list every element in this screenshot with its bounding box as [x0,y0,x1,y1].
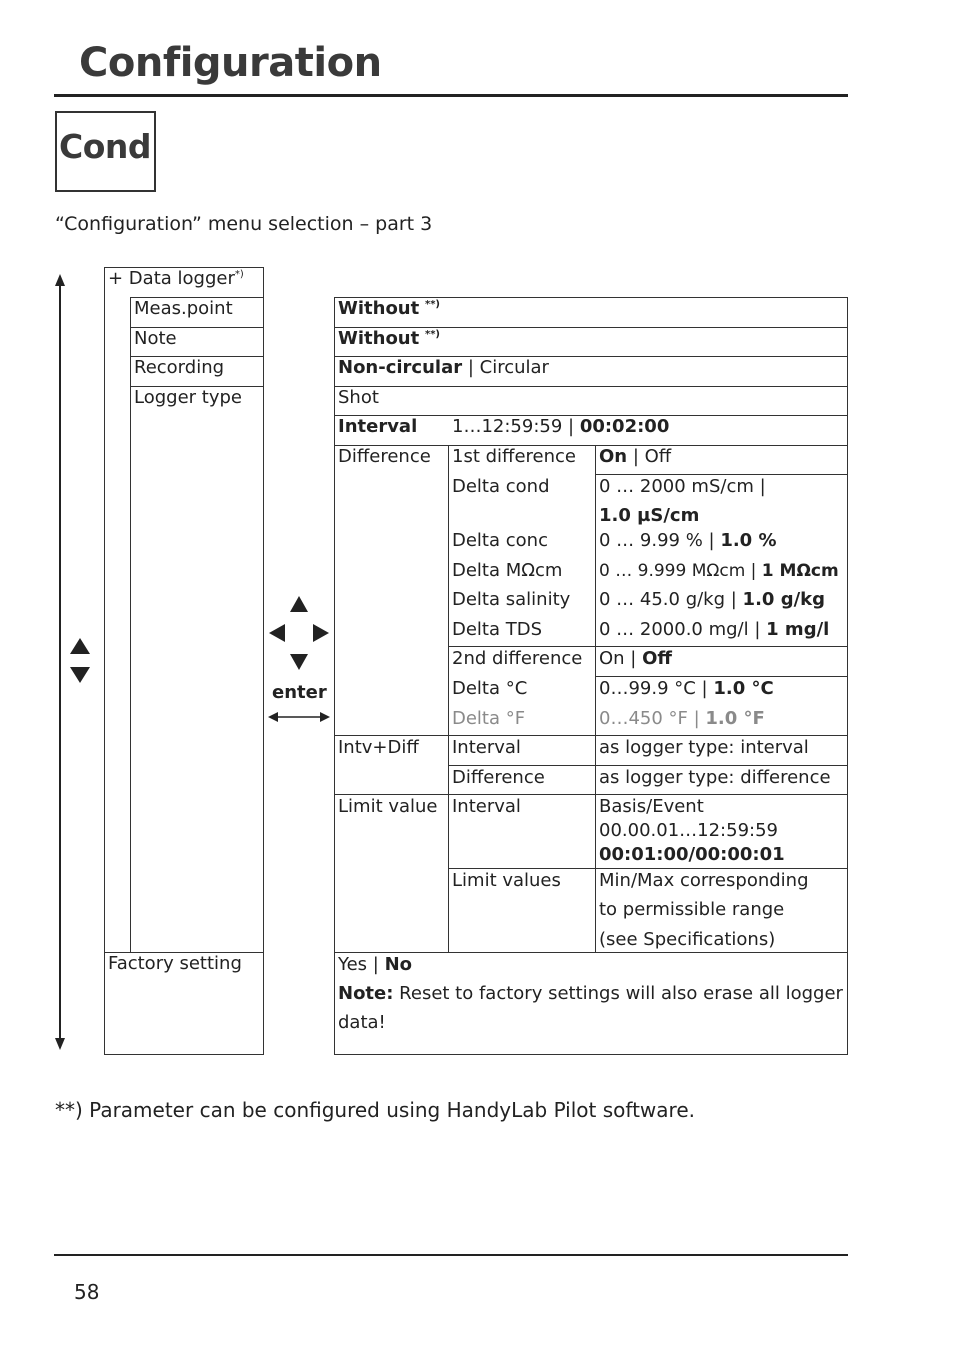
limit-interval-default: 00:01:00/00:00:01 [599,844,785,865]
second-difference-value: On | Off [599,648,672,669]
table-border-left [334,297,335,1055]
table-rule [334,952,848,953]
limit-values-label: Limit values [452,870,561,891]
table-rule [595,474,848,475]
page-number: 58 [74,1280,100,1304]
delta-tds-label: Delta TDS [452,619,543,640]
footer-rule [54,1254,848,1256]
up-down-arrows-icon [68,636,92,686]
limit-values-line1: Min/Max corresponding [599,870,809,891]
intv-diff-difference-label: Difference [452,767,545,788]
table-rule [334,794,848,795]
logger-type-shot: Shot [338,387,379,408]
footnote: **) Parameter can be configured using HandyLab Pilot software. [55,1098,695,1122]
table-col-divider [595,445,596,952]
logger-type-difference: Difference [338,446,431,467]
menu-item-recording[interactable]: Recording [134,357,225,378]
menu-item-factory-setting[interactable]: Factory setting [108,953,242,974]
meas-point-value: Without **) [338,298,440,319]
delta-fahrenheit-value: 0…450 °F | 1.0 °F [599,708,765,729]
delta-celsius-value: 0…99.9 °C | 1.0 °C [599,678,774,699]
recording-value: Non-circular | Circular [338,357,549,378]
delta-salinity-value: 0 … 45.0 g/kg | 1.0 g/kg [599,589,826,610]
enter-key-label[interactable]: enter [272,682,327,703]
header-rule [54,94,848,97]
limit-interval-label: Interval [452,796,521,817]
delta-celsius-label: Delta °C [452,678,528,699]
logger-type-limit-value: Limit value [338,796,438,817]
menu-border-bottom [104,1054,264,1055]
delta-tds-value: 0 … 2000.0 mg/l | 1 mg/l [599,619,830,640]
second-difference-label: 2nd difference [452,648,583,669]
table-col-divider [448,445,449,952]
table-rule [595,676,848,677]
table-rule [448,765,848,766]
delta-cond-default: 1.0 µS/cm [599,505,700,526]
subtitle: “Configuration” menu selection – part 3 [55,213,433,235]
limit-interval-line1: Basis/Event [599,796,704,817]
arrow-left-icon [269,624,285,642]
delta-mohm-label: Delta MΩcm [452,560,563,581]
arrow-down-icon [290,654,308,670]
section-label: Cond [59,127,152,166]
menu-item-logger-type[interactable]: Logger type [134,387,242,408]
delta-salinity-label: Delta salinity [452,589,571,610]
factory-note-line2: data! [338,1012,386,1033]
first-difference-value: On | Off [599,446,672,467]
table-rule [448,646,848,647]
factory-setting-value: Yes | No [338,954,413,975]
vertical-range-arrow-icon [50,272,70,1052]
intv-diff-difference-value: as logger type: difference [599,767,831,788]
limit-interval-line2: 00.00.01…12:59:59 [599,820,778,841]
logger-type-interval: Interval [338,416,418,437]
intv-diff-interval-label: Interval [452,737,521,758]
menu-item-note[interactable]: Note [134,328,177,349]
interval-value: 1…12:59:59 | 00:02:00 [452,416,670,437]
double-arrow-icon [267,709,331,725]
first-difference-label: 1st difference [452,446,576,467]
table-rule [334,735,848,736]
note-value: Without **) [338,328,440,349]
page-title: Configuration [79,40,382,86]
menu-item-data-logger[interactable]: + Data logger*) [108,268,244,289]
table-rule [448,868,848,869]
delta-cond-range: 0 … 2000 mS/cm | [599,476,766,497]
delta-mohm-value: 0 … 9.999 MΩcm | 1 MΩcm [599,561,839,581]
factory-note-line1: Note: Reset to factory settings will also erase all logger [338,983,843,1004]
nav-arrows-icon [266,594,332,672]
arrow-up-icon [290,596,308,612]
limit-values-line3: (see Specifications) [599,929,776,950]
menu-border-left [104,267,105,1055]
intv-diff-interval-value: as logger type: interval [599,737,809,758]
delta-cond-label: Delta cond [452,476,550,497]
menu-item-meas-point[interactable]: Meas.point [134,298,233,319]
limit-values-line2: to permissible range [599,899,785,920]
delta-conc-label: Delta conc [452,530,548,551]
delta-fahrenheit-label: Delta °F [452,708,526,729]
delta-conc-value: 0 … 9.99 % | 1.0 % [599,530,777,551]
logger-type-intv-diff: Intv+Diff [338,737,419,758]
menu-indent-line [130,297,131,952]
table-rule [334,386,848,387]
arrow-right-icon [313,624,329,642]
table-rule [334,1054,848,1055]
